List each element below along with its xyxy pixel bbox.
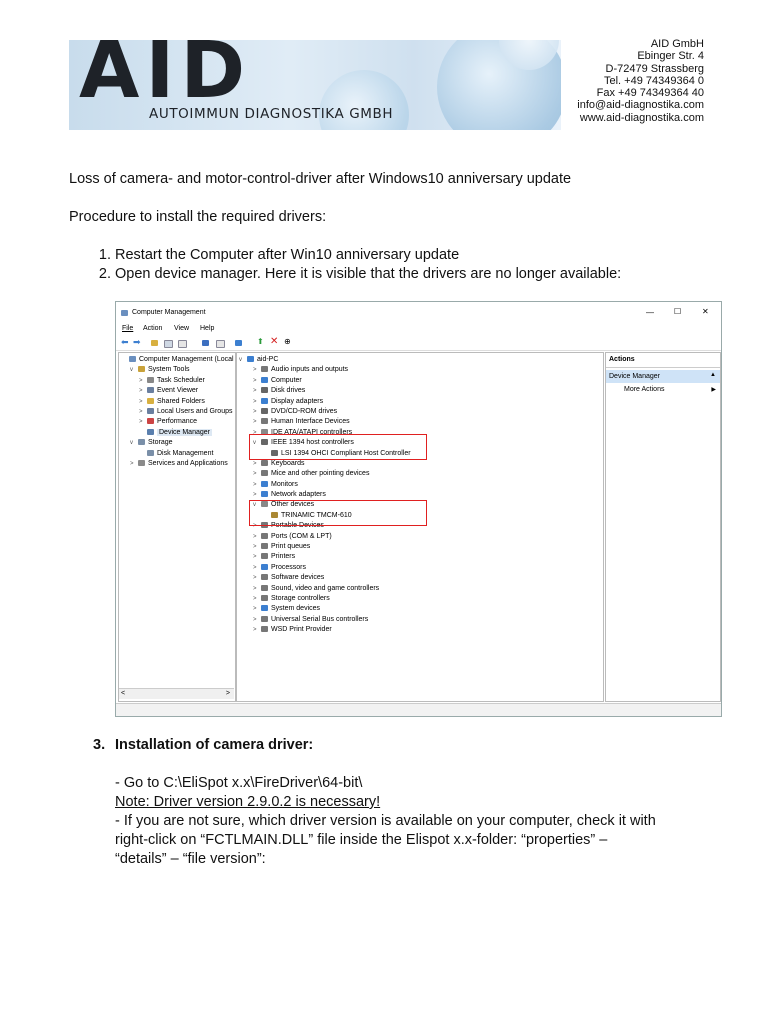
tree-item-label: Local Users and Groups bbox=[157, 407, 233, 415]
device-category-icon bbox=[261, 605, 268, 611]
address-line: info@aid-diagnostika.com bbox=[577, 99, 704, 112]
address-line: AID GmbH bbox=[650, 38, 704, 50]
info-line-1: - If you are not sure, which driver version is available on your computer, check it with bbox=[115, 813, 656, 829]
expand-chevron-icon[interactable]: > bbox=[253, 564, 257, 571]
device-category-icon bbox=[261, 366, 268, 372]
window-titlebar bbox=[116, 302, 721, 324]
expand-chevron-icon[interactable]: > bbox=[253, 523, 257, 530]
tree-item-label: Display adapters bbox=[271, 397, 324, 405]
tree-item-label: WSD Print Provider bbox=[271, 626, 332, 634]
device-category-icon bbox=[261, 585, 268, 591]
highlight-ieee1394 bbox=[249, 434, 427, 460]
expand-chevron-icon[interactable]: > bbox=[130, 460, 134, 467]
computer-management-screenshot bbox=[115, 301, 722, 717]
tree-item[interactable] bbox=[237, 386, 603, 396]
tree-item-label: Software devices bbox=[271, 574, 325, 582]
tree-item-label: TRINAMIC TMCM-610 bbox=[281, 511, 352, 519]
tree-item-label: Disk Management bbox=[157, 449, 214, 457]
back-icon[interactable]: ⬅ bbox=[121, 337, 129, 347]
expand-chevron-icon[interactable]: > bbox=[253, 585, 257, 592]
device-category-icon bbox=[261, 626, 268, 632]
tree-item[interactable] bbox=[119, 449, 235, 459]
device-category-icon bbox=[261, 553, 268, 559]
device-category-icon bbox=[147, 450, 154, 456]
tree-item-label: Other devices bbox=[271, 501, 315, 509]
expand-chevron-icon[interactable]: > bbox=[253, 595, 257, 602]
device-category-icon bbox=[247, 356, 254, 362]
tree-item-label: Audio inputs and outputs bbox=[271, 366, 349, 374]
tree-item[interactable] bbox=[119, 459, 235, 469]
tree-item-label: Event Viewer bbox=[157, 387, 199, 395]
tree-item[interactable] bbox=[119, 365, 235, 375]
device-category-icon bbox=[147, 377, 154, 383]
tree-item-label: DVD/CD-ROM drives bbox=[271, 407, 338, 415]
expand-chevron-icon[interactable]: > bbox=[253, 388, 257, 395]
tree-item-label: Computer bbox=[271, 376, 302, 384]
tree-item[interactable] bbox=[237, 532, 603, 542]
device-category-icon bbox=[261, 387, 268, 393]
help-icon[interactable] bbox=[202, 340, 209, 346]
device-tree bbox=[236, 352, 604, 702]
update-driver-icon[interactable]: ⬆ bbox=[257, 337, 264, 346]
device-category-icon bbox=[147, 418, 154, 424]
address-line: www.aid-diagnostika.com bbox=[579, 111, 704, 124]
tree-item[interactable] bbox=[119, 376, 235, 386]
tree-item-label: LSI 1394 OHCI Compliant Host Controller bbox=[281, 449, 411, 457]
collapse-chevron-icon[interactable]: v bbox=[130, 367, 133, 374]
monitor-icon[interactable] bbox=[235, 340, 242, 346]
menu-bar bbox=[116, 324, 721, 336]
collapse-chevron-icon[interactable]: v bbox=[253, 502, 256, 509]
scroll-left-button[interactable]: < bbox=[121, 690, 126, 697]
expand-chevron-icon[interactable]: > bbox=[253, 544, 257, 551]
device-category-icon bbox=[261, 595, 268, 601]
tree-item-label: System devices bbox=[271, 605, 321, 613]
device-category-icon bbox=[261, 418, 268, 424]
tree-item[interactable] bbox=[237, 417, 603, 427]
window-title: Computer Management bbox=[132, 309, 206, 316]
expand-chevron-icon[interactable]: > bbox=[139, 408, 143, 415]
collapse-up-icon[interactable]: ▲ bbox=[710, 372, 716, 378]
tree-item[interactable] bbox=[237, 397, 603, 407]
tree-item-label: Computer Management (Local bbox=[139, 356, 234, 363]
tree-item-label: IDE ATA/ATAPI controllers bbox=[271, 428, 353, 436]
computer-management-icon bbox=[121, 310, 128, 316]
tree-item-label: Mice and other pointing devices bbox=[271, 470, 370, 478]
document-heading: Loss of camera- and motor-control-driver after Windows10 anniversary update bbox=[69, 171, 572, 187]
tree-item[interactable] bbox=[237, 469, 603, 479]
properties-icon[interactable] bbox=[164, 340, 173, 348]
tree-item[interactable] bbox=[237, 604, 603, 614]
device-category-icon bbox=[261, 408, 268, 414]
address-line: D-72479 Strassberg bbox=[605, 62, 704, 75]
tree-item[interactable] bbox=[237, 459, 603, 469]
tree-item[interactable] bbox=[237, 573, 603, 583]
step3-title: Installation of camera driver: bbox=[115, 737, 314, 753]
collapse-chevron-icon[interactable]: v bbox=[253, 440, 256, 447]
expand-chevron-icon[interactable]: > bbox=[253, 398, 257, 405]
device-category-icon bbox=[261, 470, 268, 476]
expand-chevron-icon[interactable]: > bbox=[253, 408, 257, 415]
uninstall-icon[interactable]: ✕ bbox=[270, 336, 279, 347]
device-category-icon bbox=[261, 616, 268, 622]
tree-item-label: Performance bbox=[157, 418, 198, 426]
address-line: Tel. +49 74349364 0 bbox=[603, 74, 704, 87]
address-line: Fax +49 74349364 40 bbox=[596, 87, 704, 100]
actions-header: Actions bbox=[606, 353, 720, 368]
driver-path: - Go to C:\EliSpot x.x\FireDriver\64-bit\ bbox=[115, 775, 363, 791]
tree-item[interactable] bbox=[237, 552, 603, 562]
actions-device-manager[interactable] bbox=[606, 370, 720, 383]
tree-item-label: Processors bbox=[271, 563, 307, 571]
expand-chevron-icon[interactable]: > bbox=[253, 471, 257, 478]
company-address bbox=[577, 38, 704, 124]
tree-item-label: Shared Folders bbox=[157, 397, 205, 405]
step-item: 1. Restart the Computer after Win10 anniversary update bbox=[115, 246, 621, 265]
collapse-chevron-icon[interactable]: v bbox=[130, 440, 133, 447]
tree-item[interactable] bbox=[237, 355, 603, 365]
tree-item-label: IEEE 1394 host controllers bbox=[271, 439, 354, 447]
expand-chevron-icon[interactable]: > bbox=[253, 492, 257, 499]
tree-item[interactable] bbox=[237, 542, 603, 552]
expand-chevron-icon[interactable]: > bbox=[253, 627, 257, 634]
tree-item[interactable] bbox=[237, 407, 603, 417]
toolbar bbox=[116, 336, 721, 351]
expand-chevron-icon[interactable]: > bbox=[253, 575, 257, 582]
device-category-icon bbox=[147, 398, 154, 404]
list-icon[interactable] bbox=[178, 340, 187, 348]
device-category-icon bbox=[138, 439, 145, 445]
more-actions-item[interactable] bbox=[606, 383, 720, 394]
address-line: Ebinger Str. 4 bbox=[637, 50, 704, 63]
step3-number: 3. bbox=[93, 737, 106, 753]
tree-item-label: Sound, video and game controllers bbox=[271, 584, 380, 592]
actions-device-manager-label: Device Manager bbox=[609, 373, 660, 380]
forward-icon[interactable]: ➡ bbox=[133, 337, 141, 347]
scroll-right-button[interactable]: > bbox=[225, 690, 230, 697]
tree-item[interactable] bbox=[237, 625, 603, 635]
tree-item[interactable] bbox=[237, 615, 603, 625]
tree-item[interactable] bbox=[119, 438, 235, 448]
expand-chevron-icon[interactable]: > bbox=[253, 554, 257, 561]
tree-item[interactable] bbox=[237, 594, 603, 604]
tree-item-label: System Tools bbox=[148, 366, 190, 374]
menu-file[interactable]: File bbox=[122, 325, 134, 332]
expand-chevron-icon[interactable]: > bbox=[139, 377, 143, 384]
device-category-icon bbox=[261, 481, 268, 487]
tree-item-label: Services and Applications bbox=[148, 459, 228, 467]
expand-chevron-icon[interactable]: > bbox=[253, 481, 257, 488]
tree-item[interactable] bbox=[237, 480, 603, 490]
driver-version-note: Note: Driver version 2.9.0.2 is necessary! bbox=[115, 794, 381, 810]
steps-list bbox=[69, 246, 621, 284]
info-line-2: right-click on “FCTLMAIN.DLL” file inside the Elispot x.x-folder: “properties” – bbox=[115, 832, 608, 848]
minimize-button[interactable]: — bbox=[646, 308, 654, 317]
expand-chevron-icon[interactable]: > bbox=[253, 533, 257, 540]
expand-chevron-icon[interactable]: > bbox=[139, 419, 143, 426]
tree-item[interactable] bbox=[237, 365, 603, 375]
expand-chevron-icon[interactable]: > bbox=[139, 388, 143, 395]
expand-chevron-icon[interactable]: > bbox=[253, 616, 257, 623]
tree-item-label: Universal Serial Bus controllers bbox=[271, 615, 369, 623]
device-category-icon bbox=[261, 543, 268, 549]
expand-chevron-icon[interactable]: > bbox=[253, 606, 257, 613]
tree-item-label: Monitors bbox=[271, 480, 298, 488]
expand-chevron-icon[interactable]: > bbox=[139, 398, 143, 405]
info-line-3: “details” – “file version”: bbox=[115, 851, 266, 867]
tree-item-label: Network adapters bbox=[271, 491, 326, 499]
tree-item[interactable] bbox=[237, 490, 603, 500]
menu-help[interactable]: Help bbox=[200, 325, 215, 332]
tree-item[interactable] bbox=[237, 563, 603, 573]
tree-item-label: Task Scheduler bbox=[157, 376, 205, 384]
expand-chevron-icon[interactable]: > bbox=[253, 377, 257, 384]
device-category-icon bbox=[261, 533, 268, 539]
tree-item[interactable] bbox=[119, 355, 235, 365]
highlight-other-devices bbox=[249, 500, 427, 526]
device-category-icon bbox=[261, 460, 268, 466]
menu-action[interactable]: Action bbox=[143, 325, 163, 332]
tree-item-label: Keyboards bbox=[271, 459, 305, 467]
menu-view[interactable]: View bbox=[174, 325, 190, 332]
more-actions-label: More Actions bbox=[624, 386, 665, 393]
tree-item[interactable] bbox=[237, 584, 603, 594]
device-category-icon bbox=[261, 377, 268, 383]
expand-chevron-icon[interactable]: > bbox=[253, 429, 257, 436]
tree-item-label: Human Interface Devices bbox=[271, 418, 350, 426]
device-category-icon bbox=[138, 366, 145, 372]
status-bar bbox=[116, 703, 721, 716]
letterhead-banner bbox=[69, 40, 561, 130]
device-category-icon bbox=[147, 387, 154, 393]
expand-chevron-icon[interactable]: > bbox=[253, 367, 257, 374]
device-category-icon bbox=[147, 408, 154, 414]
horizontal-scrollbar[interactable] bbox=[119, 688, 234, 699]
device-category-icon bbox=[261, 491, 268, 497]
tree-item-label: Print queues bbox=[271, 543, 311, 551]
more-actions-arrow-icon: ▶ bbox=[711, 387, 716, 393]
tree-item-label: Printers bbox=[271, 553, 296, 561]
tree-item-label: Portable Devices bbox=[271, 522, 324, 530]
device-category-icon bbox=[261, 398, 268, 404]
tree-item[interactable] bbox=[119, 428, 235, 438]
tree-item[interactable] bbox=[119, 386, 235, 396]
close-button[interactable]: ✕ bbox=[702, 307, 709, 316]
tree-item[interactable] bbox=[237, 376, 603, 386]
view-icon[interactable] bbox=[216, 340, 225, 348]
tree-item-label: Storage bbox=[148, 439, 173, 447]
tree-item-label: Disk drives bbox=[271, 387, 306, 395]
expand-chevron-icon[interactable]: > bbox=[253, 460, 257, 467]
up-folder-icon[interactable] bbox=[151, 340, 158, 346]
device-category-icon bbox=[138, 460, 145, 466]
expand-chevron-icon[interactable]: > bbox=[253, 419, 257, 426]
tree-item-label: aid-PC bbox=[257, 356, 279, 363]
actions-pane bbox=[605, 352, 721, 702]
step-item: 2. Open device manager. Here it is visible that the drivers are no longer available: bbox=[115, 265, 621, 284]
company-name: AUTOIMMUN DIAGNOSTIKA GMBH bbox=[149, 106, 394, 122]
logo-text: AID bbox=[79, 40, 252, 116]
tree-item[interactable] bbox=[119, 397, 235, 407]
maximize-button[interactable]: ☐ bbox=[674, 307, 682, 316]
collapse-chevron-icon[interactable]: v bbox=[239, 357, 242, 363]
device-category-icon bbox=[261, 564, 268, 570]
tree-item-label: Storage controllers bbox=[271, 594, 330, 602]
tree-item[interactable] bbox=[119, 407, 235, 417]
tree-item-label: Device Manager bbox=[159, 428, 210, 436]
tree-item[interactable] bbox=[119, 417, 235, 427]
navigation-tree bbox=[118, 352, 236, 702]
procedure-intro: Procedure to install the required drivers: bbox=[69, 209, 327, 225]
device-category-icon bbox=[129, 356, 136, 362]
device-category-icon bbox=[147, 429, 154, 435]
scan-hardware-icon[interactable]: ⊕ bbox=[284, 337, 291, 346]
device-category-icon bbox=[261, 574, 268, 580]
tree-item-label: Ports (COM & LPT) bbox=[271, 532, 332, 540]
